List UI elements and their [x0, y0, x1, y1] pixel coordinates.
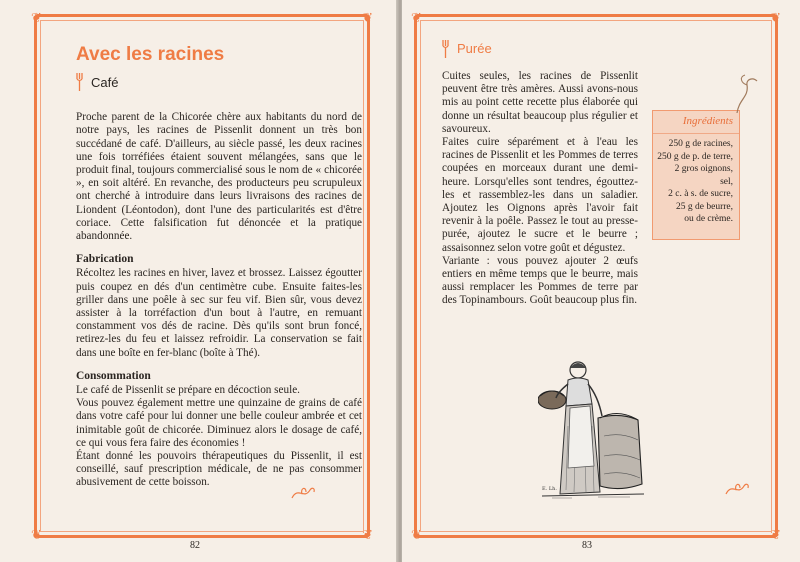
corner-ornament-icon: ❦ — [411, 10, 422, 25]
corner-ornament-icon: ❦ — [31, 10, 42, 25]
ingredients-title: Ingrédients — [653, 111, 739, 134]
ribbon-tie-icon — [731, 73, 761, 113]
ingredients-list — [653, 138, 739, 226]
left-page — [0, 0, 398, 562]
puree-paragraph-2: Faites cuire séparément et à l'eau les racines de Pissenlit et les Pommes de terres coupées en morceaux durant une demi-heure. Lorsqu'elles sont tendres, égouttez-les et rassemblez-les dans un saladier. Ajoutez les Oignons après l'avoir fait revenir à la poêle. Passez le tout au presse-purée, ajoutez le sucre et le beurre ; assaisonnez selon votre goût et dégustez. — [442, 136, 638, 254]
ingredient-item: 250 g de p. de terre, — [657, 151, 733, 162]
corner-ornament-icon: ❦ — [362, 10, 373, 25]
fabrication-heading: Fabrication — [76, 253, 134, 266]
ingredient-item: 2 c. à s. de sucre, — [668, 189, 733, 199]
fork-icon — [442, 40, 452, 58]
ingredient-item: ou de crème. — [684, 214, 733, 224]
flourish-ornament-icon — [290, 482, 316, 502]
woman-with-sack-illustration — [538, 356, 648, 504]
consommation-paragraph-2: Vous pouvez également mettre une quinzaine de grains de café dans votre café pour lui donner une belle couleur ambrée et cet inimitable goût de chicorée. Diminuez alors le dosage de café, ce qui vous fera faire des économies ! — [76, 397, 362, 449]
section-title-puree — [442, 40, 638, 58]
corner-ornament-icon: ❦ — [770, 527, 781, 542]
ingredient-item: sel, — [720, 176, 733, 187]
page-number: 82 — [190, 540, 200, 551]
illustration-signature: E. Lh. — [542, 486, 557, 492]
right-page-content — [442, 40, 638, 308]
ingredient-item: 25 g de beurre, — [676, 201, 733, 212]
left-page-content — [76, 40, 362, 490]
consommation-paragraph-3: Étant donné les pouvoirs thérapeutiques du Pissenlit, il est conseillé, sauf prescription médicale, de ne pas consommer abusivement de cette boisson. — [76, 450, 362, 489]
fork-icon — [76, 73, 86, 91]
section-title-text: Café — [91, 74, 119, 90]
ingredient-item: 250 g de racines, — [668, 139, 733, 149]
consommation-paragraph-1: Le café de Pissenlit se prépare en décoction seule. — [76, 384, 300, 397]
page-number: 83 — [582, 540, 592, 551]
right-page — [402, 0, 800, 562]
flourish-ornament-icon — [724, 478, 750, 498]
intro-paragraph: Proche parent de la Chicorée chère aux habitants du nord de notre pays, les racines de Pissenlit donnent un très bon succédané de café. D'ailleurs, au siècle passé, les deux racines une fois torréfiées étaient souvent mélangées, sans que le produit final, toujours commercialisé sous le nom de « chicorée », en soit altéré. En revanche, des producteurs peu scrupuleux ont cherché à introduire dans leurs livraisons des racines de Liondent (Léontodon), dont l'une des particularités est d'être coriace. Cette falsification fut dénoncée et la pratique abandonnée. — [76, 111, 362, 243]
section-title-text: Purée — [457, 41, 492, 57]
puree-paragraph-3: Variante : vous pouvez ajouter 2 œufs entiers en même temps que le beurre, mais aussi remplacer les Pommes de terre par des Topinambours. Goût beaucoup plus fin. — [442, 254, 638, 307]
chapter-title: Avec les racines — [76, 44, 225, 65]
consommation-heading: Consommation — [76, 369, 151, 382]
corner-ornament-icon: ❦ — [770, 10, 781, 25]
section-title-cafe — [76, 73, 362, 91]
corner-ornament-icon: ❦ — [31, 527, 42, 542]
corner-ornament-icon: ❦ — [411, 527, 422, 542]
ingredient-item: 2 gros oignons, — [674, 164, 733, 174]
corner-ornament-icon: ❦ — [362, 527, 373, 542]
ingredients-box — [652, 110, 740, 240]
puree-paragraph-1: Cuites seules, les racines de Pissenlit peuvent être très amères. Aussi avons-nous mis au point cette recette plus élaborée qui donne un résultat beaucoup plus régulier et savoureux. — [442, 70, 638, 135]
fabrication-paragraph: Récoltez les racines en hiver, lavez et brossez. Laissez égoutter puis coupez en dés d'un centimètre cube. Ensuite faites-les griller dans une poêle à sec sur feu vif. Bien sûr, vous devez assister à la torréfaction d'un bout à l'autre, en remuant constamment vos dés de racine. Dès qu'ils sont brun foncé, retirez-les du feu et laissez refroidir. La conservation se fait dans une boîte en fer-blanc (boîte à Thé). — [76, 267, 362, 359]
